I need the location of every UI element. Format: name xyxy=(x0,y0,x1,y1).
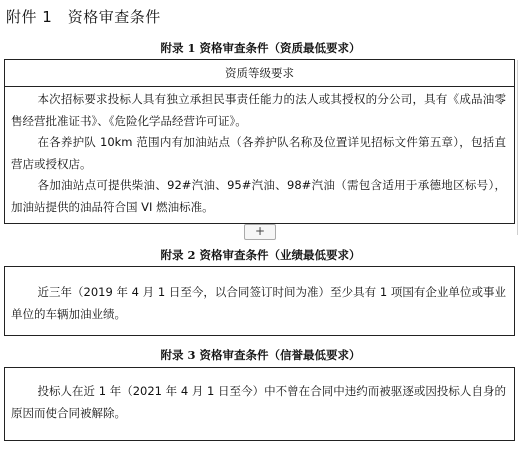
document-title: 附件 1 资格审查条件 xyxy=(6,8,161,26)
appendix-1-paragraph: 本次招标要求投标人具有独立承担民事责任能力的法人或其授权的分公司，具有《成品油零售经营批准证书》、《危险化学品经营许可证》。 xyxy=(11,92,506,128)
appendix-1-paragraph: 在各养护队 10km 范围内有加油站点（各养护队名称及位置详见招标文件第五章），包括直营店或授权店。 xyxy=(11,135,506,171)
appendix-2-table-body xyxy=(5,267,514,325)
appendix-3-paragraph: 投标人在近 1 年（2021 年 4 月 1 日至今）中不曾在合同中违约而被驱逐或因投标人自身的原因而使合同被解除。 xyxy=(11,384,506,420)
appendix-1-table-body xyxy=(5,87,514,218)
appendix-1-table xyxy=(4,59,515,224)
appendix-3-table xyxy=(4,367,515,441)
appendix-2-caption: 附录 2 资格审查条件（业绩最低要求） xyxy=(160,248,361,262)
editor-margin-line xyxy=(517,60,518,235)
appendix-1-caption: 附录 1 资格审查条件（资质最低要求） xyxy=(160,41,361,55)
appendix-1-table-header: 资质等级要求 xyxy=(5,60,514,87)
add-row-button[interactable]: + xyxy=(244,224,276,240)
appendix-1-paragraph: 各加油站点可提供柴油、92#汽油、95#汽油、98#汽油（需包含适用于承德地区标号），加油站提供的油品符合国 VI 燃油标准。 xyxy=(11,178,506,214)
appendix-3-table-body xyxy=(5,368,514,424)
appendix-2-paragraph: 近三年（2019 年 4 月 1 日至今，以合同签订时间为准）至少具有 1 项国有企业单位或事业单位的车辆加油业绩。 xyxy=(11,285,506,321)
appendix-3-caption: 附录 3 资格审查条件（信誉最低要求） xyxy=(160,348,361,362)
appendix-2-table xyxy=(4,266,515,336)
